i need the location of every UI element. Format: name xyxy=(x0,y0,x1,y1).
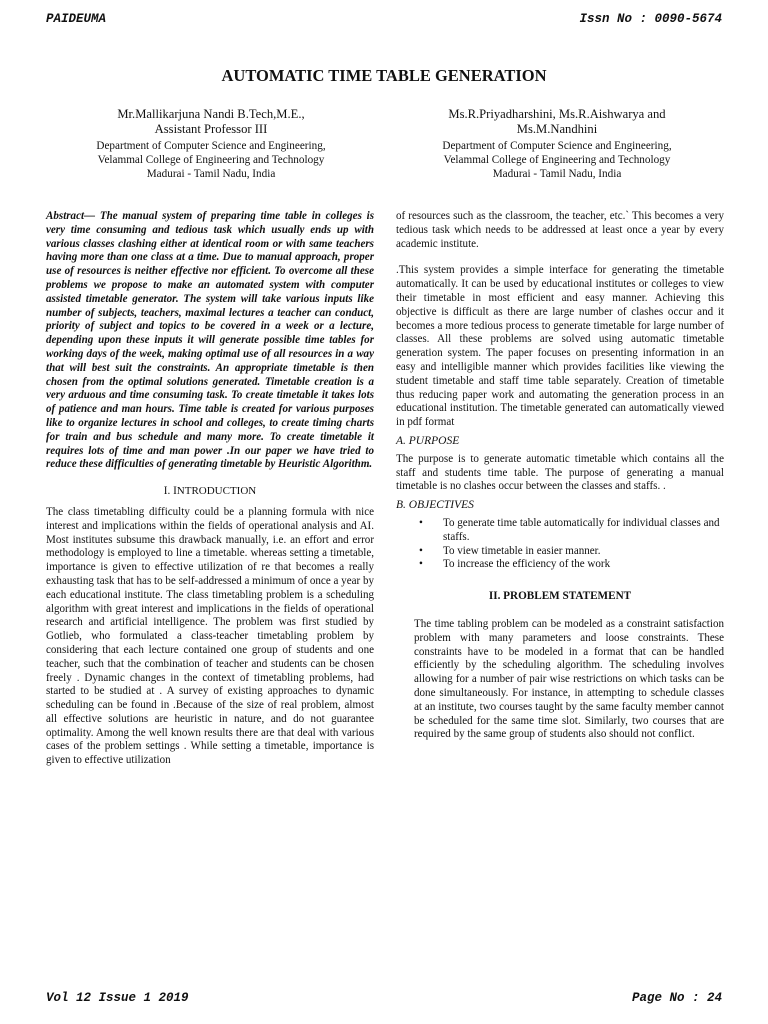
author-college: Velammal College of Engineering and Technology xyxy=(97,154,325,166)
paper-title: AUTOMATIC TIME TABLE GENERATION xyxy=(221,66,547,85)
bullet-icon: • xyxy=(419,544,423,557)
section-initial: I xyxy=(173,485,177,498)
abstract-text: The manual system of preparing time table in colleges is very time consuming and tedious task which usually ends up with various classes clashing either at identical room or with same teachers having more than one class at a time. Due to manual approach, proper use of resources is neither effective nor efficient. To overcome all these problems we propose to make an automated system with computer assisted timetable generator. The system will take various inputs like number of subjects, teachers, maximal lectures a teacher can conduct, priority of subject and topics to be covered in a week or a lecture, depending upon these inputs it will generate possible time tables for working days of the week, making optimal use of all resources in a way that will best suit the constraints. An appropriate timetable is then chosen from the optimal solutions generated. Timetable creation is a very arduous and time consuming task. To create timetable it takes lots of patience and man hours. Time table is created for various purposes like to organize lectures in school and colleges, to create timing charts for train and bus schedule and many more. To create timetable it requires lots of time and man power .In our paper we have tried to reduce these difficulties of generating timetable by Heuristic Algorithm. xyxy=(46,210,374,471)
introduction-text: The class timetabling difficulty could be a planning formula with nice interest and implications within the fields of operational analysis and AI. Most institutes subsume this drawback manually, i.e. an effort and error methodology is employed to line a timetable. whereas setting a timetable, importance is given to effective utilization of re that becomes a really exhausting task that has to be self-addressed a minimum of once a year by each educational institute. The class timetabling problem is a scheduling algorithm with great interest and implications in the fields of operational research and artificial intelligence. The problem was first studied by Gotlieb, who formulated a class-teacher timetabling problem by considering that each lecture contained one group of students and one teacher, such that the combination of teacher and students can be chosen freely . Dynamic changes in the context of timetabling problems, had started to be studied at . A survey of existing approaches to dynamic scheduling can be found in .Because of the size of real problem, almost all effective solutions are heuristic in nature, and do not guarantee optimality. Among the well known results there are that deal with various cases of the problem settings . While setting a timetable, importance is given to effective utilization xyxy=(46,505,374,767)
list-item xyxy=(396,517,724,545)
problem-statement-text: The time tabling problem can be modeled as a constraint satisfaction problem with many parameters and loose constraints. These constraints have to be modeled in a format that can be handled efficiently by the scheduling algorithm. The scheduling involves allowing for a number of pair wise restrictions on which tasks can be done simultaneously. For instance, in attempting to schedule classes at an institute, two courses taught by the same faculty member cannot be scheduled for the same time slot. Similarly, two courses that are required by the same group of students also should not conflict. xyxy=(414,617,724,741)
list-item xyxy=(396,558,724,572)
running-header xyxy=(46,12,722,26)
problem-statement-block xyxy=(396,618,724,742)
section-number: I. xyxy=(163,485,171,498)
list-item-text: To increase the efficiency of the work xyxy=(443,558,611,571)
subsection-heading-purpose: A. PURPOSE xyxy=(396,434,460,447)
bullet-icon: • xyxy=(419,558,423,571)
author-location: Madurai - Tamil Nadu, India xyxy=(146,168,276,180)
objectives-list xyxy=(396,517,724,572)
system-description: .This system provides a simple interface for generating the timetable automatically. It can be used by educational institutes or colleges to view their timetable in most efficient and easy manner. Achieving this objective is difficult as there are large number of clashes occur and it becomes a more tedious process to generate timetable for large number of classes. All these problems are solved using automatic timetable generation system. The paper focuses on presenting information in an easy and intelligible manner which provides facilities like viewing the student timetable and staff time table separately. Creation of timetable thus reducing paper work and automating the generation process in an educational institution. The timetable generated can automatically viewed in pdf format xyxy=(396,264,724,429)
author-dept: Department of Computer Science and Engineering, xyxy=(442,140,672,152)
issn-number: Issn No : 0090-5674 xyxy=(579,12,722,26)
author-section xyxy=(46,107,722,181)
list-item-text: To generate time table automatically for individual classes and staffs. xyxy=(443,516,720,543)
journal-name: PAIDEUMA xyxy=(46,12,107,26)
abstract-label: Abstract— xyxy=(46,210,96,222)
intro-continuation: of resources such as the classroom, the teacher, etc.` This becomes a very tedious task which needs to be addressed at least once a year by every academic institute. xyxy=(396,210,724,250)
author-name: Mr.Mallikarjuna Nandi B.Tech,M.E., xyxy=(117,107,305,121)
author-title: Assistant Professor III xyxy=(154,122,268,136)
author-dept: Department of Computer Science and Engineering, xyxy=(96,140,326,152)
section-title-rest: NTRODUCTION xyxy=(176,485,257,498)
volume-issue: Vol 12 Issue 1 2019 xyxy=(46,991,189,1005)
author-affiliation xyxy=(46,139,376,181)
author-location: Madurai - Tamil Nadu, India xyxy=(492,168,622,180)
section-heading-problem-statement: II. PROBLEM STATEMENT xyxy=(488,590,632,603)
purpose-text: The purpose is to generate automatic timetable which contains all the staff and students time table. The purpose of generating a manual timetable is no clashes occur between the classes and staffs. . xyxy=(396,452,724,493)
section-heading-introduction xyxy=(46,485,374,499)
bullet-icon: • xyxy=(419,516,423,529)
subsection-heading-objectives: B. OBJECTIVES xyxy=(396,499,474,512)
right-column xyxy=(396,210,724,742)
left-column xyxy=(46,210,374,768)
author-name-continued: Ms.M.Nandhini xyxy=(516,122,598,136)
author-affiliation xyxy=(392,139,722,181)
running-footer xyxy=(46,991,722,1005)
page-number: Page No : 24 xyxy=(631,991,722,1005)
abstract xyxy=(46,210,374,472)
list-item xyxy=(396,545,724,559)
author-block-right xyxy=(392,107,722,181)
author-block-left xyxy=(46,107,376,181)
list-item-text: To view timetable in easier manner. xyxy=(443,544,601,557)
author-college: Velammal College of Engineering and Technology xyxy=(443,154,671,166)
author-name: Ms.R.Priyadharshini, Ms.R.Aishwarya and xyxy=(448,107,666,121)
